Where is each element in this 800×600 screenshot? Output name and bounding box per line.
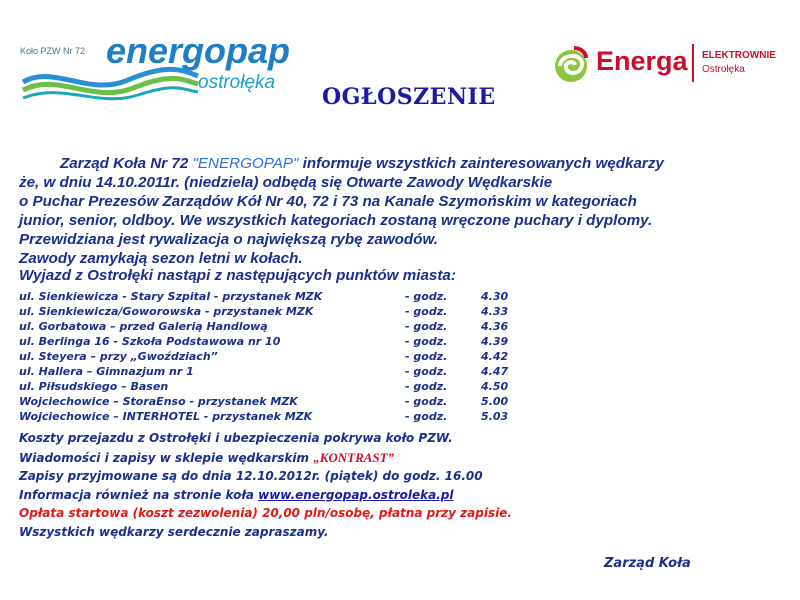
logo-divider (692, 44, 694, 82)
intro-line-1c: informuje wszystkich zainteresowanych wędkarzy (298, 155, 664, 172)
schedule-place: ul. Sienkiewicza - Stary Szpital - przystanek MZK (19, 290, 323, 303)
intro-line-2: że, w dniu 14.10.2011r. (niedziela) odbędą się Otwarte Zawody Wędkarskie (19, 174, 553, 191)
schedule-time: 4.47 (481, 365, 509, 378)
signature: Zarząd Koła (604, 556, 691, 571)
energopap-logo (18, 30, 298, 110)
schedule-place: Wojciechowice – INTERHOTEL - przystanek MZK (19, 410, 313, 423)
intro-line-5: Przewidziana jest rywalizacja o największą rybę zawodów. (19, 231, 438, 248)
energopap-quote: "ENERGOPAP" (192, 155, 299, 172)
schedule-place: ul. Sienkiewicza/Goworowska - przystanek MZK (19, 305, 314, 318)
wave-icon (18, 62, 203, 107)
schedule-godz: - godz. (405, 335, 448, 348)
schedule-place: ul. Gorbatowa – przed Galerią Handlową (19, 320, 268, 333)
energa-sub2: Ostrołęka (702, 64, 745, 75)
intro-line-3: o Puchar Prezesów Zarządów Kół Nr 40, 72 i 73 na Kanale Szymońskim w kategoriach (19, 193, 637, 210)
schedule-place: ul. Steyera – przy „Gwoździach” (19, 350, 218, 363)
intro-line-1 (60, 154, 664, 173)
schedule-godz: - godz. (405, 395, 448, 408)
schedule-place: ul. Piłsudskiego – Basen (19, 380, 169, 393)
fee-line: Opłata startowa (koszt zezwolenia) 20,00 pln/osobę, płatna przy zapisie. (19, 506, 512, 520)
intro-line-4: junior, senior, oldboy. We wszystkich kategoriach zostaną wręczone puchary i dyplomy. (19, 212, 653, 229)
schedule-godz: - godz. (405, 305, 448, 318)
schedule-godz: - godz. (405, 320, 448, 333)
schedule-time: 4.50 (481, 380, 509, 393)
schedule-godz: - godz. (405, 290, 448, 303)
page-title: OGŁOSZENIE (322, 84, 496, 110)
schedule-place: Wojciechowice – StoraEnso - przystanek MZK (19, 395, 298, 408)
energopap-brand: energopap (106, 30, 291, 71)
schedule-time: 4.36 (481, 320, 509, 333)
schedule-godz: - godz. (405, 380, 448, 393)
website-line (19, 488, 453, 502)
energopap-city: ostrołęka (198, 72, 276, 93)
schedule-time: 5.03 (481, 410, 509, 423)
shop-line-text: Wiadomości i zapisy w sklepie wędkarskim (19, 451, 314, 465)
schedule-godz: - godz. (405, 410, 448, 423)
schedule-time: 4.33 (481, 305, 509, 318)
schedule-time: 5.00 (481, 395, 509, 408)
schedule-godz: - godz. (405, 350, 448, 363)
shop-line (19, 450, 394, 466)
schedule-godz: - godz. (405, 365, 448, 378)
website-link[interactable]: www.energopap.ostroleka.pl (258, 488, 454, 502)
intro-line-7: Wyjazd z Ostrołęki nastąpi z następujących punktów miasta: (19, 267, 456, 284)
schedule-place: ul. Berlinga 16 - Szkoła Podstawowa nr 10 (19, 335, 281, 348)
intro-line-6: Zawody zamykają sezon letni w kołach. (19, 250, 303, 267)
schedule-time: 4.42 (481, 350, 509, 363)
intro-line-1a: Zarząd Koła Nr 72 (60, 155, 193, 172)
energa-swirl-icon (552, 44, 590, 84)
invite-line: Wszystkich wędkarzy serdecznie zapraszamy. (19, 525, 329, 539)
website-line-text: Informacja również na stronie koła (19, 488, 259, 502)
energa-logo (552, 40, 800, 90)
schedule-list (0, 290, 800, 430)
shop-name: „KONTRAST” (313, 450, 395, 465)
schedule-place: ul. Hallera – Gimnazjum nr 1 (19, 365, 194, 378)
schedule-time: 4.30 (481, 290, 509, 303)
registration-line: Zapisy przyjmowane są do dnia 12.10.2012r. (piątek) do godz. 16.00 (19, 469, 483, 483)
energa-brand: Energa (596, 46, 688, 76)
costs-line: Koszty przejazdu z Ostrołęki i ubezpieczenia pokrywa koło PZW. (19, 431, 453, 445)
schedule-time: 4.39 (481, 335, 509, 348)
kolo-pzw-label: Koło PZW Nr 72 (20, 46, 86, 56)
energa-sub1: ELEKTROWNIE (702, 50, 776, 61)
